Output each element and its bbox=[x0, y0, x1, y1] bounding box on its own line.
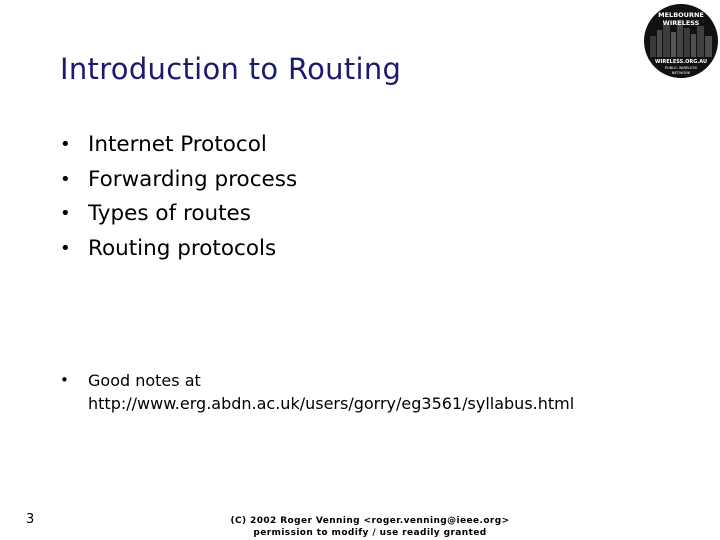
bullet-dot-icon: • bbox=[60, 203, 71, 224]
bullet-dot-icon: • bbox=[60, 371, 69, 389]
bullet-item bbox=[60, 232, 297, 267]
footer-copyright: (C) 2002 Roger Venning <roger.venning@ieee.org> bbox=[230, 516, 510, 526]
logo-text: NETWORK bbox=[671, 71, 691, 75]
bullet-list bbox=[60, 128, 297, 266]
footer bbox=[170, 515, 570, 539]
notes-text: Good notes at bbox=[88, 371, 201, 390]
logo-text: WIRELESS.ORG.AU bbox=[655, 59, 707, 65]
bullet-dot-icon: • bbox=[60, 168, 71, 190]
bullet-text: Forwarding process bbox=[88, 166, 298, 192]
melbourne-wireless-logo-icon bbox=[642, 2, 720, 80]
bullet-item bbox=[60, 163, 297, 198]
bullet-text: Routing protocols bbox=[88, 235, 277, 261]
notes-bullet bbox=[60, 369, 574, 415]
logo-text: PUBLIC WIRELESS bbox=[664, 66, 698, 70]
bullet-dot-icon: • bbox=[60, 237, 71, 259]
notes-url-link[interactable]: http://www.erg.abdn.ac.uk/users/gorry/eg3561/syllabus.html bbox=[88, 394, 575, 413]
logo-text: MELBOURNE bbox=[658, 11, 704, 19]
footer-permission: permission to modify / use readily granted bbox=[253, 528, 487, 538]
logo-text: WIRELESS bbox=[662, 19, 700, 27]
page-number: 3 bbox=[26, 512, 35, 527]
bullet-item bbox=[60, 197, 297, 232]
slide-title: Introduction to Routing bbox=[60, 52, 402, 86]
bullet-dot-icon: • bbox=[60, 134, 71, 155]
bullet-text: Internet Protocol bbox=[88, 132, 267, 157]
bullet-text: Types of routes bbox=[88, 201, 251, 226]
bullet-item bbox=[60, 128, 297, 163]
